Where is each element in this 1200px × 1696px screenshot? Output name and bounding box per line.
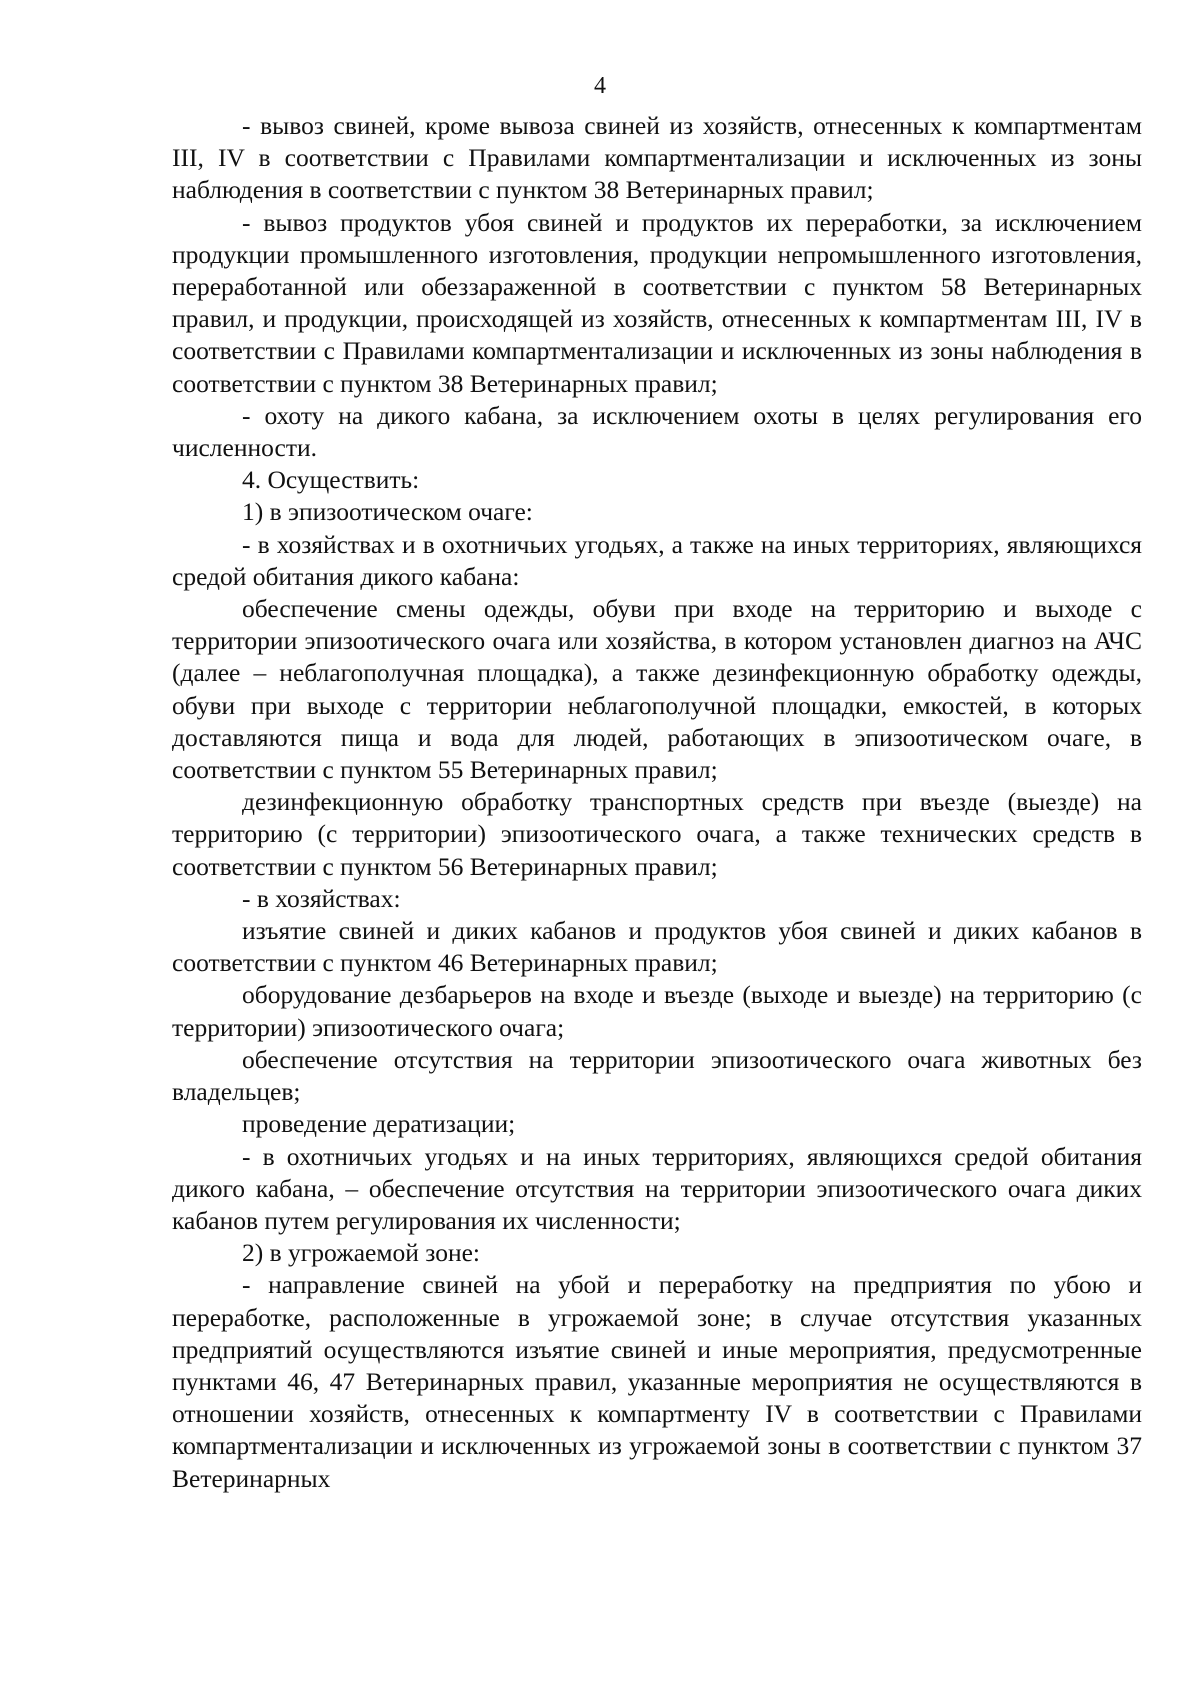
- document-body: [172, 110, 1142, 1495]
- paragraph-ownerless-animals: обеспечение отсутствия на территории эпизоотического очага животных без владельцев;: [172, 1044, 1142, 1107]
- paragraph-clothing-change: обеспечение смены одежды, обуви при входе на территорию и выходе с территории эпизоотического очага или хозяйства, в котором установлен диагноз на АЧС (далее – неблагополучная площадка), а также дезинфекционную обработку одежды, обуви при выходе с территории неблагополучной площадки, емкостей, в которых доставляются пища и вода для людей, работающих в эпизоотическом очаге, в соответствии с пунктом 55 Ветеринарных правил;: [172, 594, 1142, 785]
- paragraph-slaughter-products-export-ban: - вывоз продуктов убоя свиней и продуктов их переработки, за исключением продукции промышленного изготовления, продукции непромышленного изготовления, переработанной или обеззараженной в соответствии с пунктом 58 Ветеринарных правил, и продукции, происходящей из хозяйств, отнесенных к компартментам III, IV в соответствии с Правилами компартментализации и исключенных из зоны наблюдения в соответствии с пунктом 38 Ветеринарных правил;: [172, 207, 1142, 398]
- subsection-heading-2: 2) в угрожаемой зоне:: [242, 1238, 480, 1268]
- section-heading-4: 4. Осуществить:: [242, 465, 420, 495]
- paragraph-pig-export-ban: - вывоз свиней, кроме вывоза свиней из хозяйств, отнесенных к компартментам III, IV в соответствии с Правилами компартментализации и исключенных из зоны наблюдения в соответствии с пунктом 38 Ветеринарных правил;: [172, 111, 1142, 205]
- paragraph-seizure: изъятие свиней и диких кабанов и продуктов убоя свиней и диких кабанов в соответствии с пунктом 46 Ветеринарных правил;: [172, 916, 1142, 978]
- paragraph-deratization: проведение дератизации;: [242, 1109, 516, 1139]
- paragraph-disinfection-barriers: оборудование дезбарьеров на входе и въезде (выходе и выезде) на территорию (с территории) эпизоотического очага;: [172, 980, 1142, 1042]
- paragraph-vehicle-disinfection: дезинфекционную обработку транспортных средств при въезде (выезде) на территорию (с территории) эпизоотического очага, а также технических средств в соответствии с пунктом 56 Ветеринарных правил;: [172, 787, 1142, 881]
- subsection-heading-1: 1) в эпизоотическом очаге:: [242, 497, 533, 527]
- paragraph-hunting-ban: - охоту на дикого кабана, за исключением охоты в целях регулирования его численности.: [172, 400, 1142, 463]
- page-number: 4: [594, 73, 606, 99]
- paragraph-in-farms: - в хозяйствах:: [242, 883, 401, 913]
- paragraph-slaughter-direction: - направление свиней на убой и переработку на предприятия по убою и переработке, расположенные в угрожаемой зоне; в случае отсутствия указанных предприятий осуществляются изъятие свиней и иные мероприятия, предусмотренные пунктами 46, 47 Ветеринарных правил, указанные мероприятия не осуществляются в отношении хозяйств, отнесенных к компартменту IV в соответствии с Правилами компартментализации и исключенных из угрожаемой зоны в соответствии с пунктом 37 Ветеринарных: [172, 1270, 1142, 1493]
- paragraph-farms-and-hunting-grounds: - в хозяйствах и в охотничьих угодьях, а также на иных территориях, являющихся средой обитания дикого кабана:: [172, 529, 1142, 591]
- paragraph-wild-boar-regulation: - в охотничьих угодьях и на иных территориях, являющихся средой обитания дикого кабана, – обеспечение отсутствия на территории эпизоотического очага диких кабанов путем регулирования их численности;: [172, 1141, 1142, 1235]
